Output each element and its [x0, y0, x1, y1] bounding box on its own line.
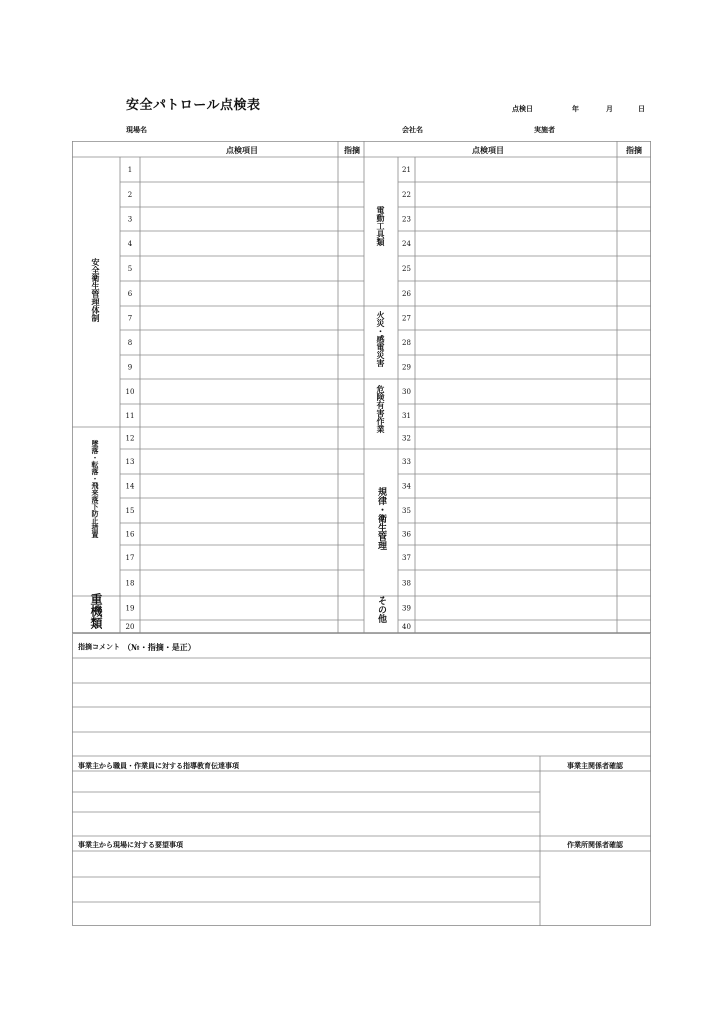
- left-row-number: 2: [127, 191, 133, 199]
- category-hazardous-work: 危険有害作業: [376, 385, 386, 433]
- right-row-number: 31: [402, 412, 411, 420]
- left-row-number: 17: [125, 554, 135, 562]
- left-row-number: 6: [127, 290, 133, 298]
- instructions-confirm-label: 事業主関係者確認: [567, 761, 623, 770]
- right-row-number: 22: [402, 191, 411, 199]
- company-name-label: 会社名: [402, 125, 423, 134]
- inspector-label: 実施者: [534, 125, 555, 134]
- left-row-number: 10: [125, 388, 135, 396]
- left-row-number: 11: [125, 412, 135, 420]
- requests-confirm-label: 作業所関係者確認: [567, 840, 623, 849]
- right-row-number: 32: [402, 434, 411, 443]
- right-row-number: 24: [402, 240, 411, 248]
- inspection-table: [72, 141, 652, 635]
- right-row-number: 30: [402, 388, 411, 396]
- right-row-number: 35: [402, 507, 411, 515]
- right-row-number: 36: [402, 530, 411, 539]
- category-fall-prevention: 墜落・転落・飛来落下防止措置: [91, 440, 100, 538]
- year-label: 年: [572, 104, 579, 113]
- right-point-header: 指摘: [626, 145, 642, 155]
- month-label: 月: [606, 104, 613, 113]
- category-power-tools: 電動工具類: [376, 206, 386, 246]
- right-item-header: 点検項目: [472, 145, 504, 155]
- category-heavy-machinery: 重機類: [89, 593, 103, 629]
- category-safety-management: 安全衛生管理体制: [91, 258, 101, 322]
- left-point-header: 指摘: [344, 145, 360, 155]
- left-row-number: 7: [127, 314, 133, 323]
- left-row-number: 3: [127, 215, 133, 224]
- day-label: 日: [638, 104, 645, 113]
- category-other: その他: [376, 596, 386, 623]
- right-row-number: 25: [402, 265, 411, 273]
- right-row-number: 28: [402, 339, 411, 347]
- right-row-number: 37: [402, 554, 411, 562]
- row-numbers: [126, 166, 412, 631]
- right-row-number: 39: [402, 604, 411, 613]
- document-title: 安全パトロール点検表: [126, 98, 261, 113]
- left-row-number: 16: [125, 530, 135, 539]
- inspection-date-label: 点検日: [512, 104, 533, 113]
- left-row-number: 12: [125, 434, 135, 443]
- comment-label: 指摘コメント: [78, 642, 120, 651]
- requests-label: 事業主から現場に対する要望事項: [78, 840, 183, 849]
- right-row-number: 27: [402, 314, 411, 323]
- left-row-number: 15: [125, 507, 135, 515]
- left-row-number: 14: [125, 482, 135, 491]
- instructions-label: 事業主から職員・作業員に対する指導教育伝達事項: [78, 761, 239, 770]
- left-row-number: 5: [127, 265, 133, 273]
- notes-section: [72, 633, 651, 926]
- right-row-number: 23: [402, 215, 411, 224]
- left-row-number: 20: [125, 623, 135, 631]
- right-row-number: 34: [402, 482, 411, 491]
- left-row-number: 1: [127, 166, 133, 174]
- left-row-number: 9: [127, 363, 133, 372]
- category-fire-electric: 火災・感電災害: [376, 311, 386, 367]
- right-row-number: 21: [402, 166, 411, 174]
- left-row-number: 4: [127, 240, 133, 248]
- left-row-number: 18: [125, 579, 135, 588]
- left-row-number: 19: [125, 604, 135, 613]
- left-row-number: 13: [125, 458, 135, 466]
- table-grid: [72, 141, 651, 633]
- site-name-label: 現場名: [126, 125, 147, 134]
- right-row-number: 33: [402, 458, 411, 466]
- left-item-header: 点検項目: [226, 145, 258, 155]
- left-row-number: 8: [127, 339, 133, 347]
- right-row-number: 40: [402, 623, 411, 631]
- right-row-number: 26: [402, 290, 411, 298]
- right-row-number: 38: [402, 579, 411, 588]
- category-discipline-hygiene: 規律・衛生管理: [376, 487, 386, 550]
- comment-sub-label: （№・指摘・是正）: [123, 642, 196, 652]
- right-row-number: 29: [402, 363, 411, 372]
